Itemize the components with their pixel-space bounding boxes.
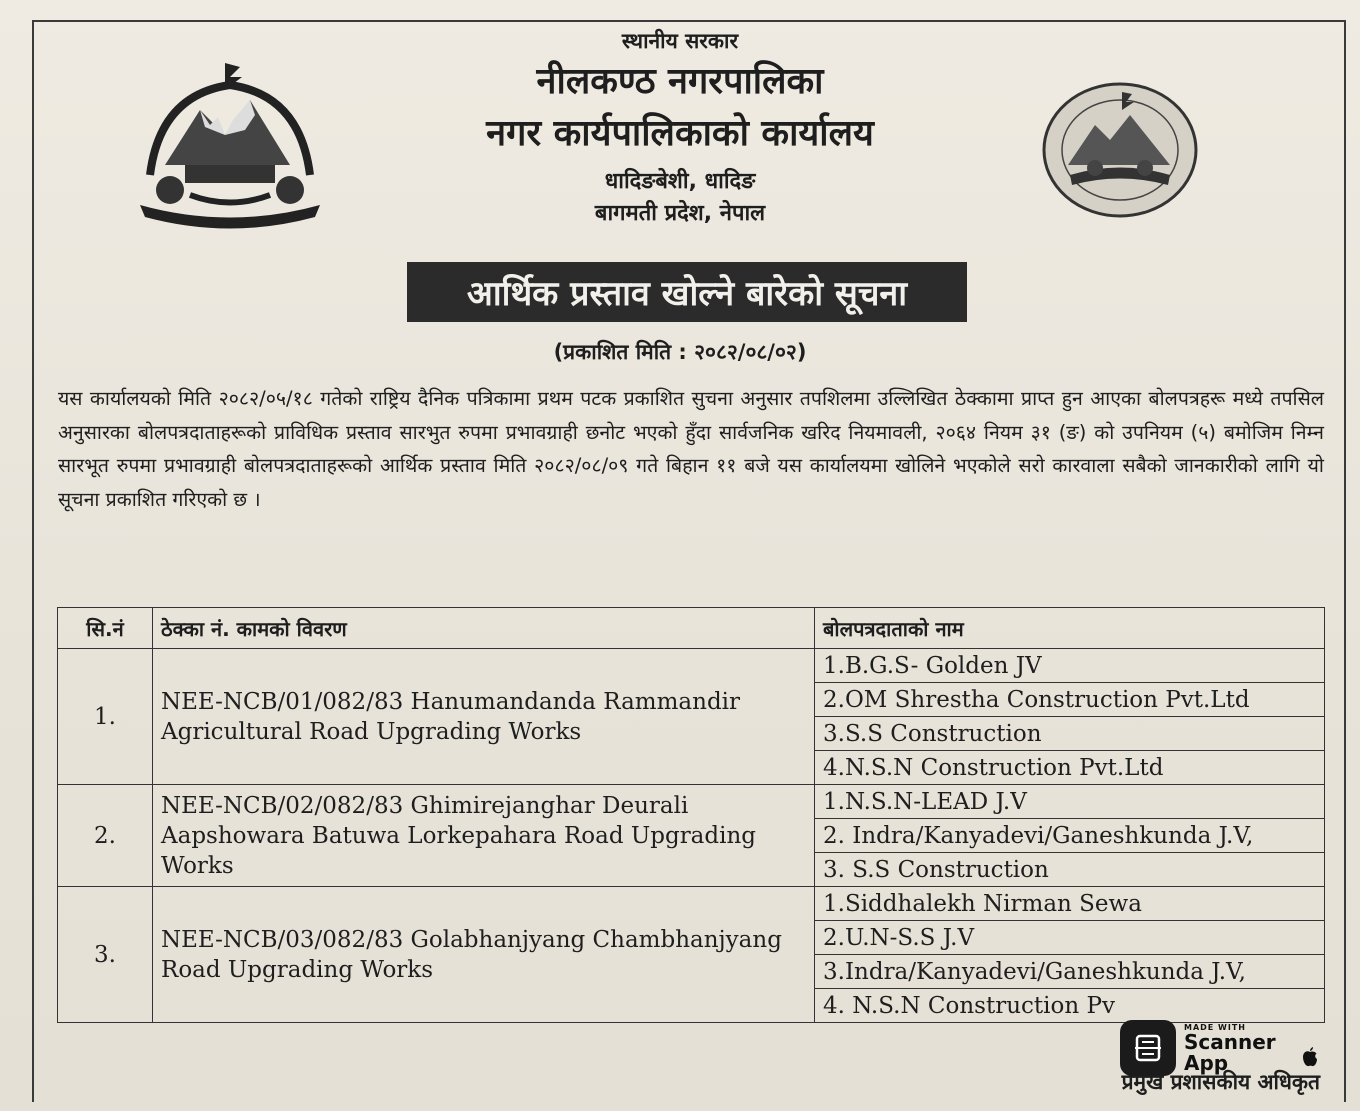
row-contract-description: NEE-NCB/01/082/83 Hanumandanda Rammandir Agricultural Road Upgrading Works — [153, 649, 815, 785]
publication-date: (प्रकाशित मिति : २०८२/०८/०२) — [553, 340, 807, 364]
office-name: नगर कार्यपालिकाको कार्यालय — [486, 113, 874, 154]
bidder-name: 3.S.S Construction — [815, 717, 1325, 751]
bidders-table — [57, 607, 1325, 1023]
scanner-name-line2: App — [1184, 1050, 1229, 1075]
bidder-name: 2.U.N-S.S J.V — [815, 921, 1325, 955]
table-row — [58, 887, 1325, 921]
bidder-name: 2. Indra/Kanyadevi/Ganeshkunda J.V, — [815, 819, 1325, 853]
table-row — [58, 785, 1325, 819]
scanner-made-with: MADE WITH — [1184, 1022, 1246, 1032]
header-description: ठेक्का नं. कामको विवरण — [153, 608, 815, 649]
row-serial-number: 2. — [58, 785, 153, 887]
bidder-name: 1.B.G.S- Golden JV — [815, 649, 1325, 683]
header-serial-number: सि.नं — [58, 608, 153, 649]
notice-body: यस कार्यालयको मिति २०८२/०५/१८ गतेको राष्ट्रिय दैनिक पत्रिकामा प्रथम पटक प्रकाशित सुचना अनुसार तपशिलमा उल्लिखित ठेक्कामा प्राप्त हुन आएका बोलपत्रहरू मध्ये तपसिल अनुसारका बोलपत्रदाताहरूको प्राविधिक प्रस्ताव सारभुत रुपमा प्रभावग्राही छनोट भएको हुँदा सार्वजनिक खरिद नियमावली, २०६४ नियम ३१ (ङ) को उपनियम (५) बमोजिम निम्न सारभूत रुपमा प्रभावग्राही बोलपत्रदाताहरूको आर्थिक प्रस्ताव मिति २०८२/०८/०९ गते बिहान ११ बजे यस कार्यालयमा खोलिने भएकोले सरो कारवाला सबैको जानकारीको लागि यो सूचना प्रकाशित गरिएको छ । — [58, 387, 1324, 511]
scanner-name-line1: Scanner — [1184, 1029, 1276, 1054]
bidder-name: 2.OM Shrestha Construction Pvt.Ltd — [815, 683, 1325, 717]
signatory-title: प्रमुख प्रशासकीय अधिकृत — [1121, 1070, 1320, 1094]
notice-title: आर्थिक प्रस्ताव खोल्ने बारेको सूचना — [407, 262, 967, 322]
office-location: धादिङबेशी, धादिङ — [604, 169, 756, 194]
table-row — [58, 649, 1325, 683]
row-contract-description: NEE-NCB/03/082/83 Golabhanjyang Chambhanjyang Road Upgrading Works — [153, 887, 815, 1023]
row-serial-number: 3. — [58, 887, 153, 1023]
apple-logo-icon — [1300, 1046, 1320, 1068]
office-province: बागमती प्रदेश, नेपाल — [594, 201, 766, 226]
local-government-label: स्थानीय सरकार — [621, 29, 739, 53]
bidder-name: 3. S.S Construction — [815, 853, 1325, 887]
office-header — [0, 26, 1360, 230]
row-serial-number: 1. — [58, 649, 153, 785]
municipality-name: नीलकण्ठ नगरपालिका — [536, 61, 824, 102]
bidder-name: 4. N.S.N Construction Pv — [815, 989, 1325, 1023]
table-header-row — [58, 608, 1325, 649]
row-contract-description: NEE-NCB/02/082/83 Ghimirejanghar Deurali Aapshowara Batuwa Lorkepahara Road Upgrading Works — [153, 785, 815, 887]
bidder-name: 1.N.S.N-LEAD J.V — [815, 785, 1325, 819]
bidder-name: 1.Siddhalekh Nirman Sewa — [815, 887, 1325, 921]
header-bidders: बोलपत्रदाताको नाम — [815, 608, 1325, 649]
bidder-name: 4.N.S.N Construction Pvt.Ltd — [815, 751, 1325, 785]
bidder-name: 3.Indra/Kanyadevi/Ganeshkunda J.V, — [815, 955, 1325, 989]
